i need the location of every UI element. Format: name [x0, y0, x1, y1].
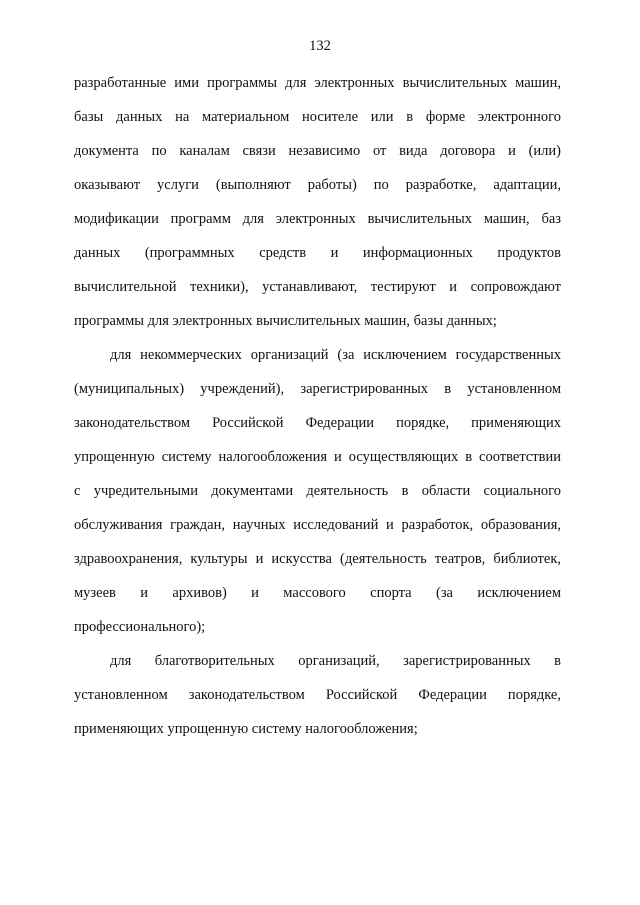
- text-line: применяющих упрощенную систему налогообложения;: [74, 721, 418, 737]
- text-line: упрощенную систему налогообложения и осуществляющих в соответствии: [74, 449, 561, 465]
- text-line: данных (программных средств и информационных продуктов: [74, 245, 561, 261]
- text-line: модификации программ для электронных вычислительных машин, баз: [74, 211, 561, 227]
- text-line: программы для электронных вычислительных машин, базы данных;: [74, 313, 497, 329]
- text-line: оказывают услуги (выполняют работы) по разработке, адаптации,: [74, 177, 561, 193]
- text-line: обслуживания граждан, научных исследований и разработок, образования,: [74, 517, 561, 533]
- text-line: для некоммерческих организаций (за исключением государственных: [110, 347, 561, 363]
- paragraph-nonprofit: [74, 345, 561, 651]
- text-line: установленном законодательством Российской Федерации порядке,: [74, 687, 561, 703]
- text-line: для благотворительных организаций, зарегистрированных в: [110, 653, 561, 669]
- body-text: [74, 73, 561, 753]
- text-line: базы данных на материальном носителе или в форме электронного: [74, 109, 561, 125]
- text-line: разработанные ими программы для электронных вычислительных машин,: [74, 75, 561, 91]
- paragraph-charity: [74, 651, 561, 753]
- text-line: законодательством Российской Федерации порядке, применяющих: [74, 415, 561, 431]
- page-number: 132: [309, 38, 331, 54]
- paragraph-software: [74, 73, 561, 345]
- text-line: с учредительными документами деятельность в области социального: [74, 483, 561, 499]
- text-line: профессионального);: [74, 619, 206, 635]
- text-line: (муниципальных) учреждений), зарегистрированных в установленном: [74, 381, 561, 397]
- text-line: документа по каналам связи независимо от вида договора и (или): [74, 143, 561, 159]
- text-line: музеев и архивов) и массового спорта (за исключением: [74, 585, 561, 601]
- text-line: вычислительной техники), устанавливают, тестируют и сопровождают: [74, 279, 561, 295]
- text-line: здравоохранения, культуры и искусства (деятельность театров, библиотек,: [74, 551, 561, 567]
